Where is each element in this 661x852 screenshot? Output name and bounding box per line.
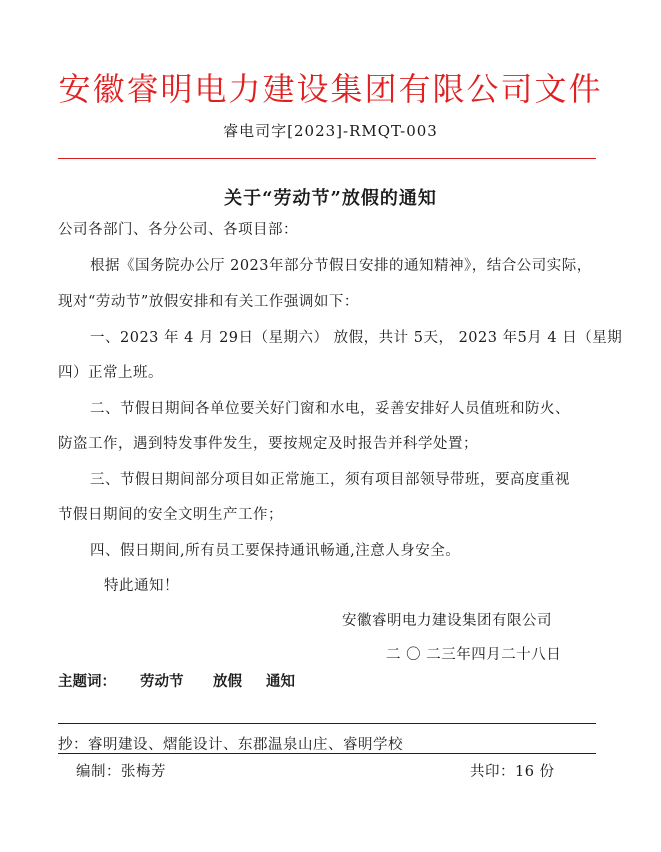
intro-line-1: 根据《国务院办公厅 2023年部分节假日安排的通知精神》，结合公司实际， bbox=[90, 258, 592, 274]
org-header-title: 安徽睿明电力建设集团有限公司文件 bbox=[58, 70, 603, 108]
item-4: 四、假日期间,所有员工要保持通讯畅通,注意人身安全。 bbox=[90, 543, 461, 559]
salutation: 公司各部门、各分公司、各项目部： bbox=[58, 222, 298, 238]
closing-remark: 特此通知！ bbox=[104, 578, 179, 594]
editor-label: 编制：张梅芳 bbox=[76, 764, 166, 780]
item-2-line-1: 二、节假日期间各单位要关好门窗和水电，妥善安排好人员值班和防火、 bbox=[90, 401, 570, 417]
keyword-item: 通知 bbox=[266, 673, 295, 690]
document-number: 睿电司字[2023]-RMQT-003 bbox=[223, 122, 438, 140]
keyword-item: 劳动节 bbox=[140, 673, 184, 690]
cc-list: 抄：睿明建设、熠能设计、东郡温泉山庄、睿明学校 bbox=[58, 737, 403, 753]
item-3-line-2: 节假日期间的安全文明生产工作； bbox=[58, 507, 283, 523]
notice-title: 关于“劳动节”放假的通知 bbox=[224, 188, 437, 209]
intro-line-2: 现对“劳动节”放假安排和有关工作强调如下： bbox=[58, 294, 359, 310]
keywords-label: 主题词： bbox=[58, 673, 116, 690]
footer-middle-rule bbox=[58, 753, 596, 754]
item-3-line-1: 三、节假日期间部分项目如正常施工，须有项目部领导带班，要高度重视 bbox=[90, 472, 570, 488]
signature-company: 安徽睿明电力建设集团有限公司 bbox=[342, 613, 552, 629]
keyword-item: 放假 bbox=[213, 673, 242, 690]
red-divider bbox=[58, 158, 596, 159]
copies-count: 共印：16 份 bbox=[470, 764, 555, 780]
signature-date: 二 〇 二三年四月二十八日 bbox=[386, 647, 562, 663]
item-1-line-1: 一、2023 年 4 月 29日（星期六） 放假，共计 5天， 2023 年5月 4 日（星期 bbox=[90, 330, 623, 346]
item-1-line-2: 四）正常上班。 bbox=[58, 365, 163, 381]
item-2-line-2: 防盗工作，遇到特发事件发生，要按规定及时报告并科学处置； bbox=[58, 436, 478, 452]
footer-top-rule bbox=[58, 723, 596, 724]
